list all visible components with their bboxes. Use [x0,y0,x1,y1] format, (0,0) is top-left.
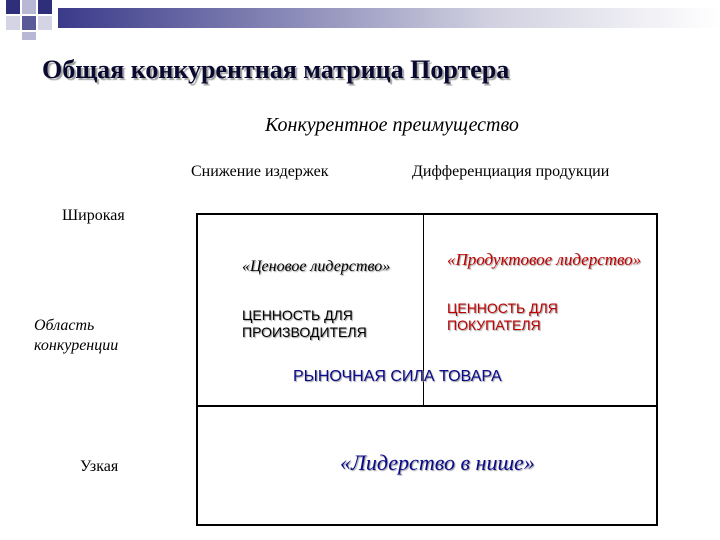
cell-cost-leadership: «Ценовое лидерство» [242,258,391,275]
column-differentiation-label: Дифференциация продукции [412,163,610,180]
cell-product-leadership: «Продуктовое лидерство» [447,250,642,269]
scope-wide-label: Широкая [62,207,125,224]
deco-square [38,16,52,30]
header-gradient-band [58,8,720,28]
cell-market-power: РЫНОЧНАЯ СИЛА ТОВАРА [293,368,502,385]
cell-buyer-value: ЦЕННОСТЬ ДЛЯ ПОКУПАТЕЛЯ [447,300,558,333]
advantage-header: Конкурентное преимущество [265,114,519,136]
deco-square [22,16,36,30]
cell-producer-value: ЦЕННОСТЬ ДЛЯ ПРОИЗВОДИТЕЛЯ [242,307,367,340]
scope-axis-label: Область конкуренции [34,317,119,354]
deco-square [38,0,52,14]
column-cost-label: Снижение издержек [191,163,329,180]
header-decoration [0,0,720,40]
deco-square [22,0,36,14]
deco-square [6,16,20,30]
cell-niche-leadership: «Лидерство в нише» [340,450,535,475]
page-title: Общая конкурентная матрица Портера [42,55,510,84]
scope-narrow-label: Узкая [80,458,119,475]
matrix-horizontal-divider [196,405,658,407]
deco-square [6,0,20,14]
deco-square [22,32,36,40]
